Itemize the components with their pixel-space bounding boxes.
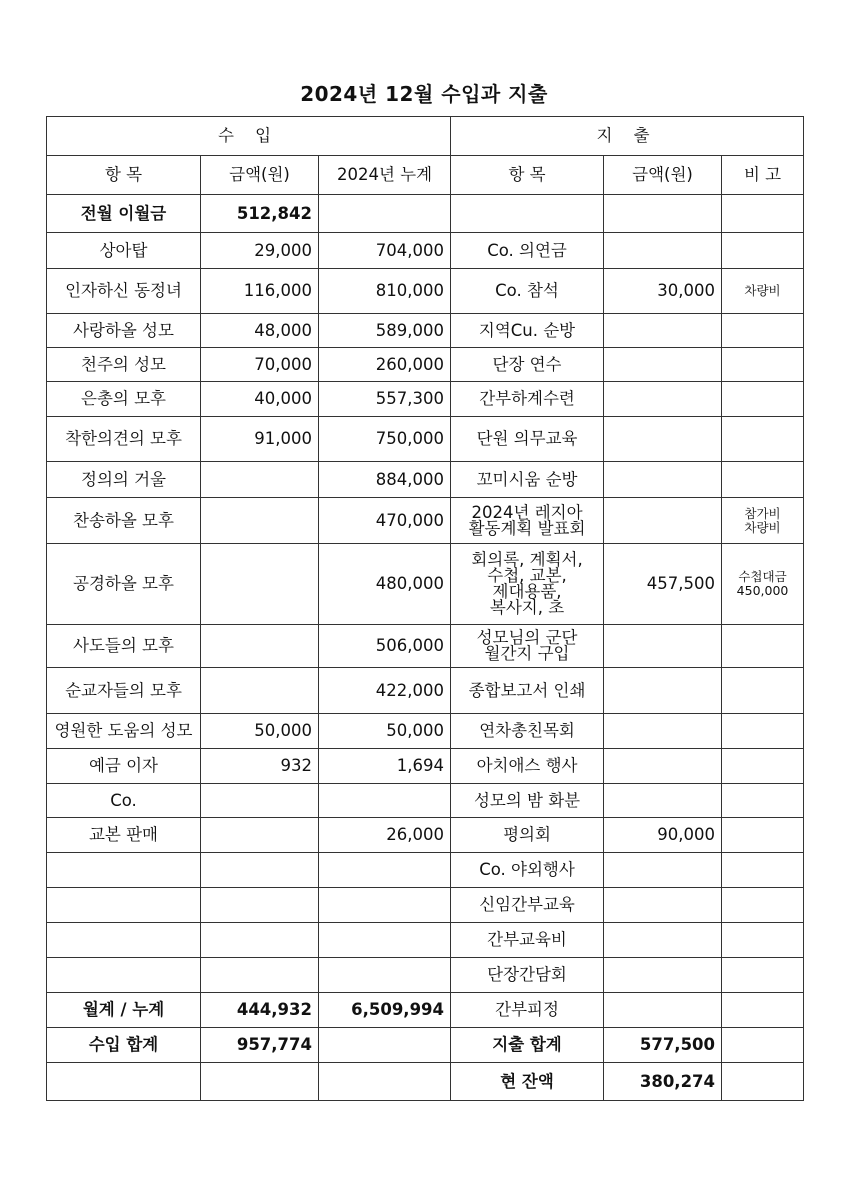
table-row (47, 625, 804, 668)
income-total-label: 수입 합계 (47, 1028, 201, 1063)
note-cell (722, 314, 804, 348)
note-cell (722, 417, 804, 462)
expense-item (451, 818, 604, 853)
expense-item (451, 784, 604, 818)
income-amount (201, 462, 319, 498)
note-cell (722, 714, 804, 749)
income-cumulative: 50,000 (319, 714, 451, 749)
expense-item-line: 활동계획 발표회 (468, 518, 586, 538)
income-cumulative: 506,000 (319, 625, 451, 668)
income-cumulative (319, 853, 451, 888)
empty-cell (201, 1063, 319, 1101)
expense-item (451, 462, 604, 498)
expense-item (451, 888, 604, 923)
income-amount: 48,000 (201, 314, 319, 348)
table-row (47, 233, 804, 269)
table-row (47, 348, 804, 382)
expense-item-line: 간부교육비 (487, 930, 567, 949)
income-cumulative: 557,300 (319, 382, 451, 417)
empty-cell (319, 1063, 451, 1101)
income-item: 찬송하올 모후 (47, 498, 201, 544)
expense-item-line: 단장 연수 (492, 354, 562, 374)
income-item: 천주의 성모 (47, 348, 201, 382)
note-line: 차량비 (744, 519, 781, 535)
expense-item-line: 수첩, 교본, (487, 566, 567, 585)
income-amount (201, 784, 319, 818)
expense-item-line: 연차총친목회 (479, 721, 575, 740)
table-row (47, 314, 804, 348)
income-amount (201, 544, 319, 625)
expense-item-line: 복사지, 초 (489, 598, 565, 617)
empty-cell (319, 1028, 451, 1063)
note-cell (722, 195, 804, 233)
income-amount (201, 958, 319, 993)
expense-item (451, 625, 604, 668)
income-amount: 50,000 (201, 714, 319, 749)
income-amount: 932 (201, 749, 319, 784)
income-item: 교본 판매 (47, 818, 201, 853)
table-row (47, 818, 804, 853)
expense-amount (604, 749, 722, 784)
note-cell (722, 498, 804, 544)
expense-item-line: 2024년 레지아 (471, 502, 583, 522)
expense-item-line: Co. 의연금 (487, 240, 567, 260)
expense-item (451, 417, 604, 462)
col-header-amount: 금액(원) (201, 156, 319, 195)
income-item: Co. (47, 784, 201, 818)
income-item: 은총의 모후 (47, 382, 201, 417)
table-row (47, 923, 804, 958)
income-item: 상아탑 (47, 233, 201, 269)
expense-amount (604, 625, 722, 668)
expense-amount: 90,000 (604, 818, 722, 853)
income-header: 수 입 (47, 117, 451, 156)
expense-item-line: 지역Cu. 순방 (478, 320, 576, 340)
table-row (47, 888, 804, 923)
table-row (47, 195, 804, 233)
income-cumulative: 260,000 (319, 348, 451, 382)
income-item: 착한의견의 모후 (47, 417, 201, 462)
expense-amount (604, 233, 722, 269)
expense-item-line: 종합보고서 인쇄 (468, 680, 586, 700)
note-line: 참가비 (744, 505, 781, 521)
expense-item (451, 233, 604, 269)
table-row (47, 853, 804, 888)
note-cell (722, 462, 804, 498)
income-amount (201, 668, 319, 714)
note-cell (722, 382, 804, 417)
income-cumulative (319, 784, 451, 818)
income-amount (201, 498, 319, 544)
income-amount (201, 923, 319, 958)
income-amount: 91,000 (201, 417, 319, 462)
income-amount (201, 853, 319, 888)
empty-cell (604, 993, 722, 1028)
expense-amount (604, 462, 722, 498)
expense-item-line: 성모의 밤 화분 (473, 790, 581, 810)
note-line: 수첩대금 (738, 569, 787, 584)
expense-item-line: 단장간담회 (487, 965, 567, 984)
income-item: 영원한 도움의 성모 (47, 714, 201, 749)
income-cumulative (319, 923, 451, 958)
expense-amount (604, 417, 722, 462)
income-cumulative: 884,000 (319, 462, 451, 498)
expense-amount (604, 958, 722, 993)
note-cell (722, 233, 804, 269)
expense-amount (604, 348, 722, 382)
col-header-exp-amount: 금액(원) (604, 156, 722, 195)
expense-item (451, 195, 604, 233)
expense-item (451, 544, 604, 625)
expense-item-line: 간부하계수련 (479, 389, 575, 408)
expense-item (451, 749, 604, 784)
expense-amount (604, 382, 722, 417)
col-header-note: 비 고 (722, 156, 804, 195)
expense-item (451, 382, 604, 417)
monthly-amount: 444,932 (201, 993, 319, 1028)
expense-item-line: 평의회 (503, 825, 551, 844)
balance-amount: 380,274 (604, 1063, 722, 1101)
expense-item-line: 성모님의 군단 (476, 628, 578, 647)
expense-amount: 30,000 (604, 269, 722, 314)
table-row (47, 714, 804, 749)
col-header-item: 항 목 (47, 156, 201, 195)
expense-item (451, 958, 604, 993)
note-cell (722, 348, 804, 382)
expense-item-line: 월간지 구입 (484, 644, 570, 663)
income-item (47, 888, 201, 923)
note-cell (722, 625, 804, 668)
monthly-label: 월계 / 누계 (47, 993, 201, 1028)
expense-item-line: 아치애스 행사 (476, 756, 578, 775)
monthly-exp-item: 간부피정 (451, 993, 604, 1028)
income-item (47, 923, 201, 958)
income-amount: 40,000 (201, 382, 319, 417)
note-cell (722, 818, 804, 853)
income-item: 정의의 거울 (47, 462, 201, 498)
note-cell (722, 668, 804, 714)
expense-item (451, 348, 604, 382)
note-line: 차량비 (744, 283, 781, 298)
expense-item (451, 668, 604, 714)
note-cell (722, 853, 804, 888)
income-cumulative: 26,000 (319, 818, 451, 853)
note-cell (722, 749, 804, 784)
expense-amount (604, 668, 722, 714)
note-cell (722, 784, 804, 818)
table-row (47, 784, 804, 818)
expense-item (451, 314, 604, 348)
table-row (47, 668, 804, 714)
income-cumulative (319, 888, 451, 923)
col-header-cumulative: 2024년 누계 (319, 156, 451, 195)
page-title: 2024년 12월 수입과 지출 (300, 82, 548, 106)
note-cell (722, 544, 804, 625)
expense-amount (604, 195, 722, 233)
income-cumulative: 480,000 (319, 544, 451, 625)
table-row (47, 417, 804, 462)
note-cell (722, 958, 804, 993)
income-amount: 116,000 (201, 269, 319, 314)
note-cell (722, 923, 804, 958)
expense-item-line: 회의록, 계획서, (471, 550, 583, 569)
income-cumulative: 704,000 (319, 233, 451, 269)
note-cell (722, 888, 804, 923)
income-item: 인자하신 동정녀 (47, 269, 201, 314)
income-item (47, 853, 201, 888)
income-amount: 512,842 (201, 195, 319, 233)
income-amount (201, 625, 319, 668)
income-cumulative: 422,000 (319, 668, 451, 714)
col-header-exp-item: 항 목 (451, 156, 604, 195)
expense-item (451, 714, 604, 749)
income-item: 전월 이월금 (47, 195, 201, 233)
finance-table (46, 116, 804, 1101)
table-row (47, 958, 804, 993)
expense-item-line: 단원 의무교육 (476, 429, 578, 448)
income-amount: 70,000 (201, 348, 319, 382)
note-line: 450,000 (736, 583, 789, 598)
empty-cell (722, 1063, 804, 1101)
empty-cell (722, 993, 804, 1028)
income-item: 공경하올 모후 (47, 544, 201, 625)
table-row (47, 749, 804, 784)
income-cumulative: 1,694 (319, 749, 451, 784)
table-row (47, 269, 804, 314)
expense-item (451, 853, 604, 888)
expense-item-line: Co. 야외행사 (479, 860, 575, 879)
income-amount (201, 888, 319, 923)
table-row (47, 498, 804, 544)
income-item: 사랑하올 성모 (47, 314, 201, 348)
expense-amount (604, 714, 722, 749)
expense-amount (604, 784, 722, 818)
expense-amount (604, 888, 722, 923)
income-cumulative (319, 195, 451, 233)
expense-amount (604, 314, 722, 348)
expense-amount (604, 853, 722, 888)
table-row (47, 544, 804, 625)
income-item: 사도들의 모후 (47, 625, 201, 668)
expense-item-line: 꼬미시움 순방 (476, 469, 578, 489)
expense-header: 지 출 (451, 117, 804, 156)
balance-label: 현 잔액 (451, 1063, 604, 1101)
expense-item-line: 신임간부교육 (479, 895, 575, 914)
income-cumulative: 750,000 (319, 417, 451, 462)
expense-item (451, 269, 604, 314)
table-row (47, 462, 804, 498)
income-item: 예금 이자 (47, 749, 201, 784)
expense-total: 577,500 (604, 1028, 722, 1063)
expense-item-line: Co. 참석 (495, 281, 559, 300)
expense-total-label: 지출 합계 (451, 1028, 604, 1063)
expense-item-line: 제대용품, (492, 582, 562, 601)
monthly-cumulative: 6,509,994 (319, 993, 451, 1028)
income-cumulative: 470,000 (319, 498, 451, 544)
income-cumulative (319, 958, 451, 993)
expense-amount (604, 923, 722, 958)
expense-amount: 457,500 (604, 544, 722, 625)
income-cumulative: 810,000 (319, 269, 451, 314)
income-item: 순교자들의 모후 (47, 668, 201, 714)
empty-cell (47, 1063, 201, 1101)
table-row (47, 382, 804, 417)
expense-item (451, 923, 604, 958)
empty-cell (722, 1028, 804, 1063)
income-item (47, 958, 201, 993)
expense-item (451, 498, 604, 544)
income-cumulative: 589,000 (319, 314, 451, 348)
income-total: 957,774 (201, 1028, 319, 1063)
income-amount: 29,000 (201, 233, 319, 269)
note-cell (722, 269, 804, 314)
income-amount (201, 818, 319, 853)
expense-amount (604, 498, 722, 544)
